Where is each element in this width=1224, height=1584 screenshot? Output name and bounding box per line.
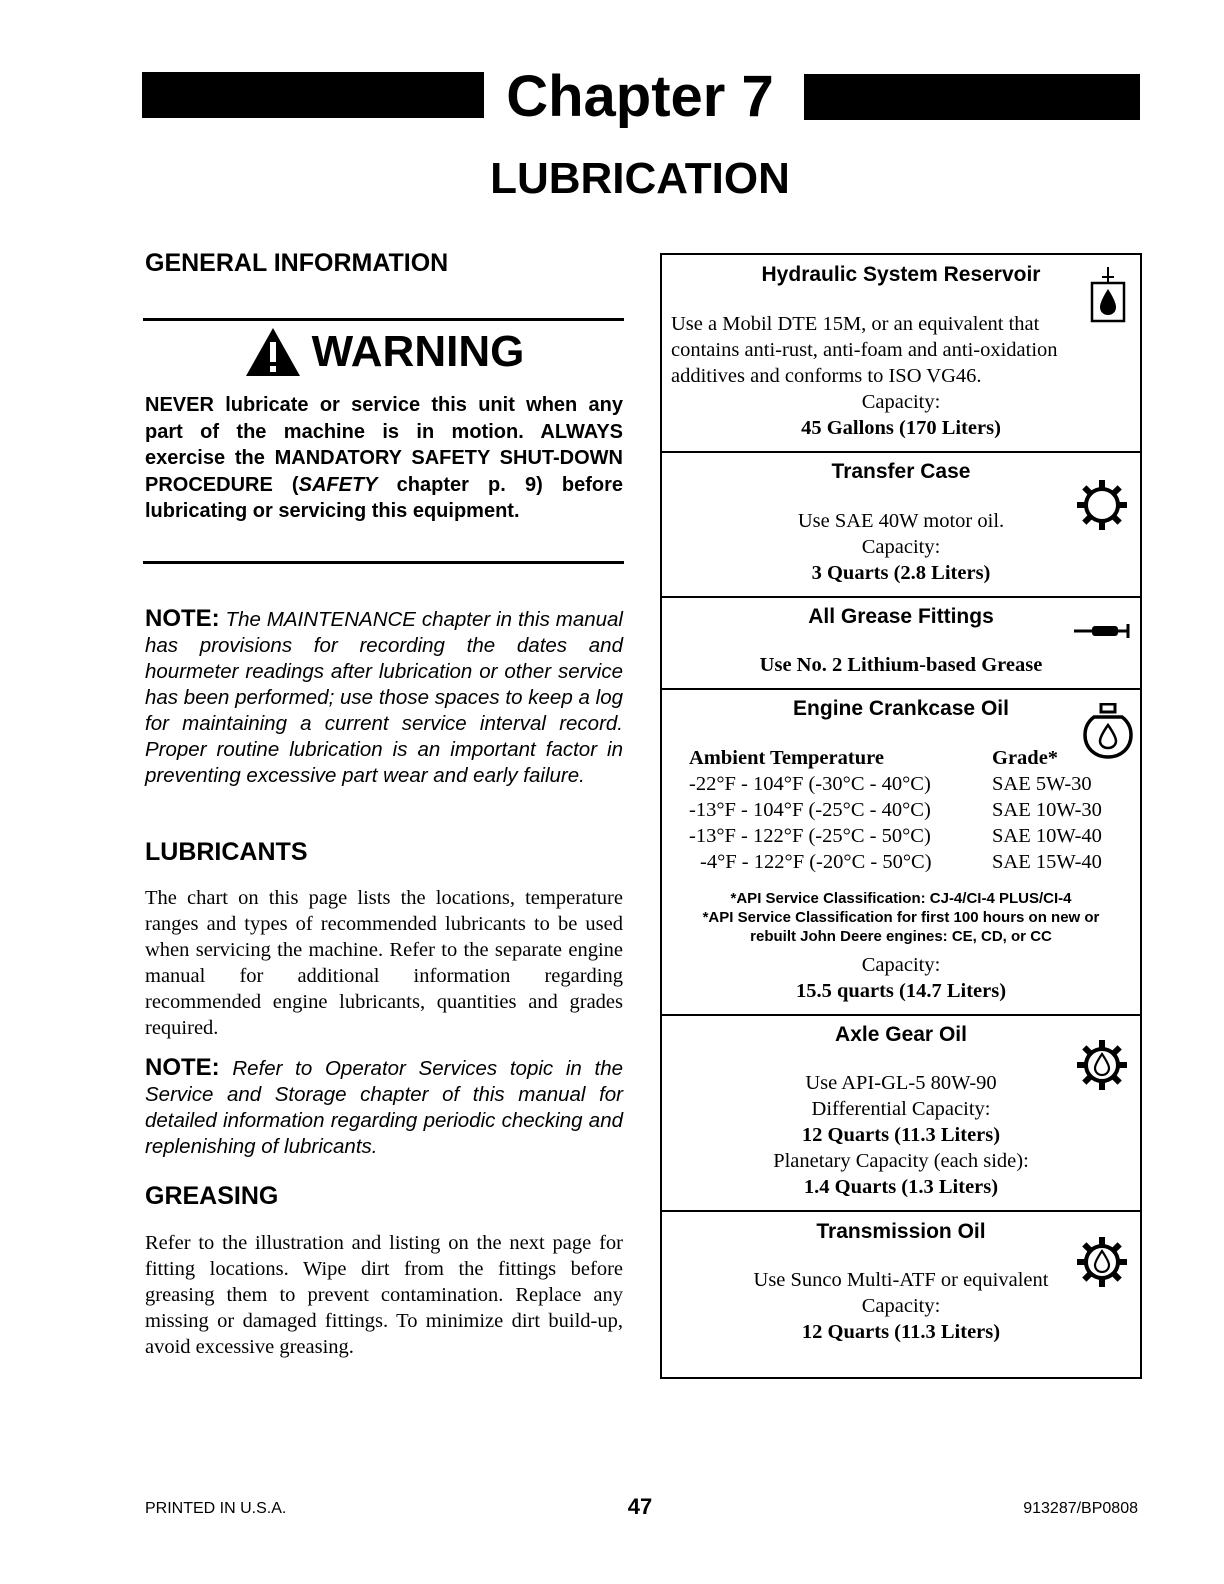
page-number: 47: [627, 1494, 653, 1519]
oil-grade: SAE 5W-30: [992, 773, 1092, 795]
note-label: NOTE:: [145, 605, 220, 632]
section-divider: [662, 688, 1140, 690]
section-divider: [662, 1014, 1140, 1016]
axle-differential-capacity: 12 Quarts (11.3 Liters): [801, 1124, 1001, 1146]
footer-printed: PRINTED IN U.S.A.: [145, 1500, 287, 1517]
axle-planetary-capacity: 1.4 Quarts (1.3 Liters): [803, 1176, 999, 1198]
general-information-heading: GENERAL INFORMATION: [145, 249, 449, 277]
temp-range: -13°F - 122°F (-25°C - 50°C): [689, 825, 931, 847]
note-label: NOTE:: [145, 1054, 220, 1081]
chapter-title: Chapter 7: [506, 64, 774, 129]
warning-body: [145, 392, 623, 525]
temp-range: -13°F - 104°F (-25°C - 40°C): [689, 799, 931, 821]
oil-grade: SAE 10W-30: [992, 799, 1102, 821]
axle-planetary-label: Planetary Capacity (each side):: [773, 1150, 1029, 1172]
transfer-capacity-label: Capacity:: [861, 536, 941, 558]
grease-line-1: Use No. 2 Lithium-based Grease: [759, 654, 1043, 676]
transmission-title: Transmission Oil: [816, 1220, 986, 1243]
section-divider: [662, 451, 1140, 453]
section-divider: [662, 1210, 1140, 1212]
transmission-capacity-label: Capacity:: [861, 1295, 941, 1317]
section-divider: [662, 596, 1140, 598]
grease-gun-icon: [1074, 621, 1132, 641]
engine-title: Engine Crankcase Oil: [793, 697, 1009, 720]
axle-title: Axle Gear Oil: [835, 1023, 967, 1046]
engine-capacity-label: Capacity:: [861, 954, 941, 976]
hydraulic-capacity: 45 Gallons (170 Liters): [801, 417, 1001, 439]
temp-range: -22°F - 104°F (-30°C - 40°C): [689, 773, 931, 795]
ambient-temperature-header: Ambient Temperature: [689, 747, 884, 769]
footer-doc-number: 913287/BP0808: [1023, 1500, 1138, 1517]
hydraulic-title: Hydraulic System Reservoir: [761, 263, 1041, 286]
api-classification-1: *API Service Classification: CJ-4/CI-4 PLUS/CI-4: [730, 890, 1072, 907]
grade-header: Grade*: [992, 747, 1059, 769]
api-classification-2: *API Service Classification for first 100 hours on new or: [702, 909, 1100, 926]
hydraulic-capacity-label: Capacity:: [861, 391, 941, 413]
oil-grade: SAE 15W-40: [992, 851, 1102, 873]
transfer-title: Transfer Case: [831, 460, 971, 483]
lubricants-paragraph: The chart on this page lists the locations, temperature ranges and types of recommended lubricants to be used when servicing the machine. Refer to the separate engine manual for additional information regarding recommended engine lubricants, quantities and grades required.: [145, 887, 623, 1039]
hydraulic-line-3: additives and conforms to ISO VG46.: [671, 365, 982, 387]
header-bar-left: [142, 72, 484, 118]
page-title: LUBRICATION: [490, 154, 790, 203]
transmission-line-1: Use Sunco Multi-ATF or equivalent: [753, 1269, 1049, 1291]
transfer-capacity: 3 Quarts (2.8 Liters): [811, 562, 991, 584]
axle-line-1: Use API-GL-5 80W-90: [805, 1072, 997, 1094]
oil-grade: SAE 10W-40: [992, 825, 1102, 847]
greasing-paragraph: Refer to the illustration and listing on the next page for fitting locations. Wipe dirt from the fittings before greasing them to prevent contamination. Replace any missing or damaged fittings. To minimize dirt build-up, avoid excessive greasing.: [145, 1232, 623, 1358]
transfer-line-1: Use SAE 40W motor oil.: [797, 510, 1005, 532]
transmission-capacity: 12 Quarts (11.3 Liters): [801, 1321, 1001, 1343]
temp-range: -4°F - 122°F (-20°C - 50°C): [700, 851, 932, 873]
hydraulic-line-2: contains anti-rust, anti-foam and anti-oxidation: [671, 339, 1058, 361]
note-text: Refer to Operator Services topic in the Service and Storage chapter of this manual for detailed information regarding periodic checking and replenishing of lubricants.: [145, 1057, 623, 1158]
note-text: The MAINTENANCE chapter in this manual has provisions for recording the dates and hourmeter readings after lubrication or other service has been performed; use those spaces to keep a log for maintaining a current service interval record. Proper routine lubrication is an important factor in preventing excessive part wear and early failure.: [145, 608, 623, 787]
warning-label: WARNING: [311, 327, 525, 376]
axle-differential-label: Differential Capacity:: [811, 1098, 991, 1120]
warning-bottom-rule: [143, 561, 624, 564]
lubrication-chart: [660, 253, 1142, 1379]
api-classification-3: rebuilt John Deere engines: CE, CD, or CC: [750, 928, 1052, 945]
warning-heading: [145, 322, 623, 382]
hydraulic-line-1: Use a Mobil DTE 15M, or an equivalent that: [671, 313, 1040, 335]
greasing-heading: GREASING: [145, 1182, 279, 1210]
warning-text-italic: SAFETY: [298, 473, 378, 496]
engine-oil-icon: [1082, 703, 1134, 759]
header-bar-right: [804, 74, 1140, 120]
warning-text-1: NEVER lubricate or service this unit when any part of the machine is in motion. ALWAYS exercise the MANDATORY SAFETY SHUT-DOWN PROCEDURE (: [145, 394, 623, 496]
warning-text-2: chapter p. 9) before lubricating or servicing this equipment.: [145, 473, 624, 522]
lubricants-heading: LUBRICANTS: [145, 838, 308, 866]
grease-title: All Grease Fittings: [808, 605, 994, 628]
note-maintenance: [145, 606, 623, 789]
note-operator-services: [145, 1055, 623, 1160]
warning-top-rule: [143, 318, 624, 321]
warning-icon: [244, 326, 302, 378]
engine-capacity: 15.5 quarts (14.7 Liters): [795, 980, 1007, 1002]
